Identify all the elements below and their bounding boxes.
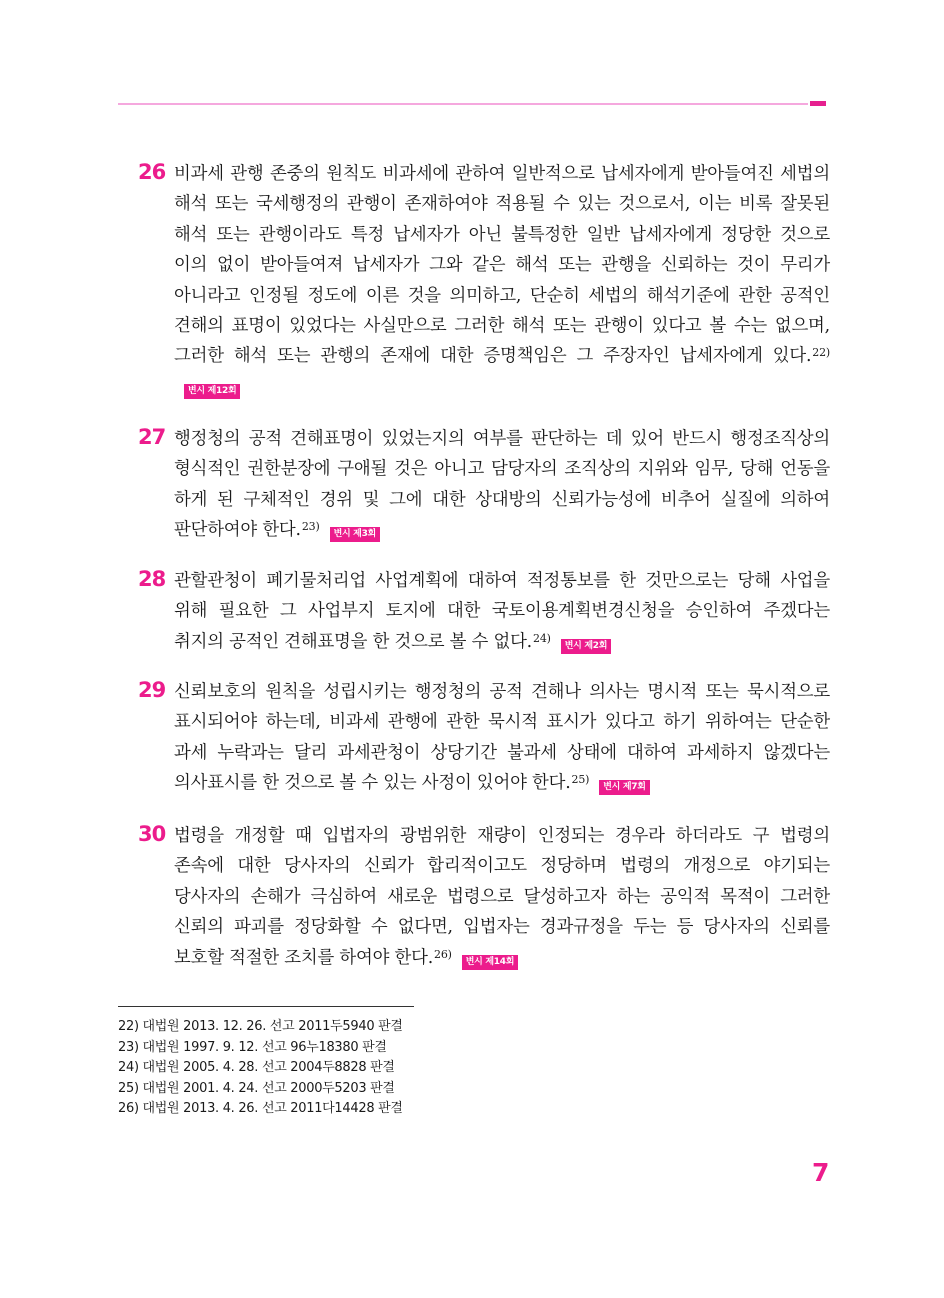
footnote-25: 25) 대법원 2001. 4. 24. 선고 2000두5203 판결 [118, 1080, 395, 1096]
entry-text: 비과세 관행 존중의 원칙도 비과세에 관하여 일반적으로 납세자에게 받아들여진 세법의 해석 또는 국세행정의 관행이 존재하여야 적용될 수 있는 것으로서, 이는 비록 잘못된 해석 또는 관행이라도 특정 납세자가 아닌 불특정한 일반 납세자에게 정당한 것으로 이의 없이 받아들여져 납세자가 그와 같은 해석 또는 관행을 신뢰하는 것이 무리가 아니라고 인정될 정도에 이른 것을 의미하고, 단순히 세법의 해석기준에 관한 공적인 견해의 표명이 있었다는 사실만으로 그러한 해석 또는 관행이 있다고 볼 수는 없으며, 그러한 해석 또는 관행의 존재에 대한 증명책임은 그 주장자인 납세자에게 있다. [174, 164, 830, 367]
entry-number: 26 [138, 160, 166, 184]
footnote-23: 23) 대법원 1997. 9. 12. 선고 96누18380 판결 [118, 1039, 387, 1055]
page-number: 7 [812, 1158, 830, 1187]
footnote-26: 26) 대법원 2013. 4. 26. 선고 2011다14428 판결 [118, 1101, 403, 1116]
entry-body [174, 821, 830, 973]
entry-text: 관할관청이 폐기물처리업 사업계획에 대하여 적정통보를 한 것만으로는 당해 사업을 위해 필요한 그 사업부지 토지에 대한 국토이용계획변경신청을 승인하여 주겠다는 취지의 공적인 견해표명을 한 것으로 볼 수 없다. [174, 571, 830, 652]
footnote-ref[interactable]: 25) [571, 773, 590, 787]
footnote-ref[interactable]: 22) [812, 346, 830, 360]
entry-body [174, 677, 830, 799]
exam-badge: 변시 제7회 [599, 780, 649, 795]
exam-badge: 변시 제12회 [184, 384, 240, 399]
entry-text: 법령을 개정할 때 입법자의 광범위한 재량이 인정되는 경우라 하더라도 구 법령의 존속에 대한 당사자의 신뢰가 합리적이고도 정당하며 법령의 개정으로 야기되는 당사자의 손해가 극심하여 새로운 법령으로 달성하고자 하는 공익적 목적이 그러한 신뢰의 파괴를 정당화할 수 없다면, 입법자는 경과규정을 두는 등 당사자의 신뢰를 보호할 적절한 조치를 하여야 한다. [174, 826, 830, 968]
footnote-divider [118, 1006, 414, 1007]
entry-number: 28 [138, 567, 166, 591]
entry-body [174, 159, 830, 402]
exam-badge: 변시 제14회 [462, 955, 518, 970]
entry-number: 29 [138, 678, 166, 702]
entry-number: 27 [138, 425, 166, 449]
entry-number: 30 [138, 822, 166, 846]
footnote-22: 22) 대법원 2013. 12. 26. 선고 2011두5940 판결 [118, 1019, 403, 1034]
footnote-ref[interactable]: 24) [533, 631, 551, 645]
exam-badge: 변시 제2회 [561, 639, 611, 654]
footnote-24: 24) 대법원 2005. 4. 28. 선고 2004두8828 판결 [118, 1060, 395, 1075]
footnote-list [118, 1017, 618, 1120]
header-rule [118, 103, 808, 105]
entry-text: 행정청의 공적 견해표명이 있었는지의 여부를 판단하는 데 있어 반드시 행정조직상의 형식적인 권한분장에 구애될 것은 아니고 담당자의 조직상의 지위와 임무, 당해 언동을 하게 된 구체적인 경위 및 그에 대한 상대방의 신뢰가능성에 비추어 실질에 의하여 판단하여야 한다. [174, 429, 830, 541]
entry-text: 신뢰보호의 원칙을 성립시키는 행정청의 공적 견해나 의사는 명시적 또는 묵시적으로 표시되어야 하는데, 비과세 관행에 관한 묵시적 표시가 있다고 하기 위하여는 단순한 과세 누락과는 달리 과세관청이 상당기간 불과세 상태에 대하여 과세하지 않겠다는 의사표시를 한 것으로 볼 수 있는 사정이 있어야 한다. [174, 682, 830, 794]
footnote-ref[interactable]: 23) [301, 520, 320, 534]
footnote-ref[interactable]: 26) [434, 947, 452, 961]
header-rule-accent [810, 101, 826, 106]
exam-badge: 변시 제3회 [330, 527, 380, 542]
entry-body [174, 566, 830, 657]
entry-body [174, 424, 830, 546]
